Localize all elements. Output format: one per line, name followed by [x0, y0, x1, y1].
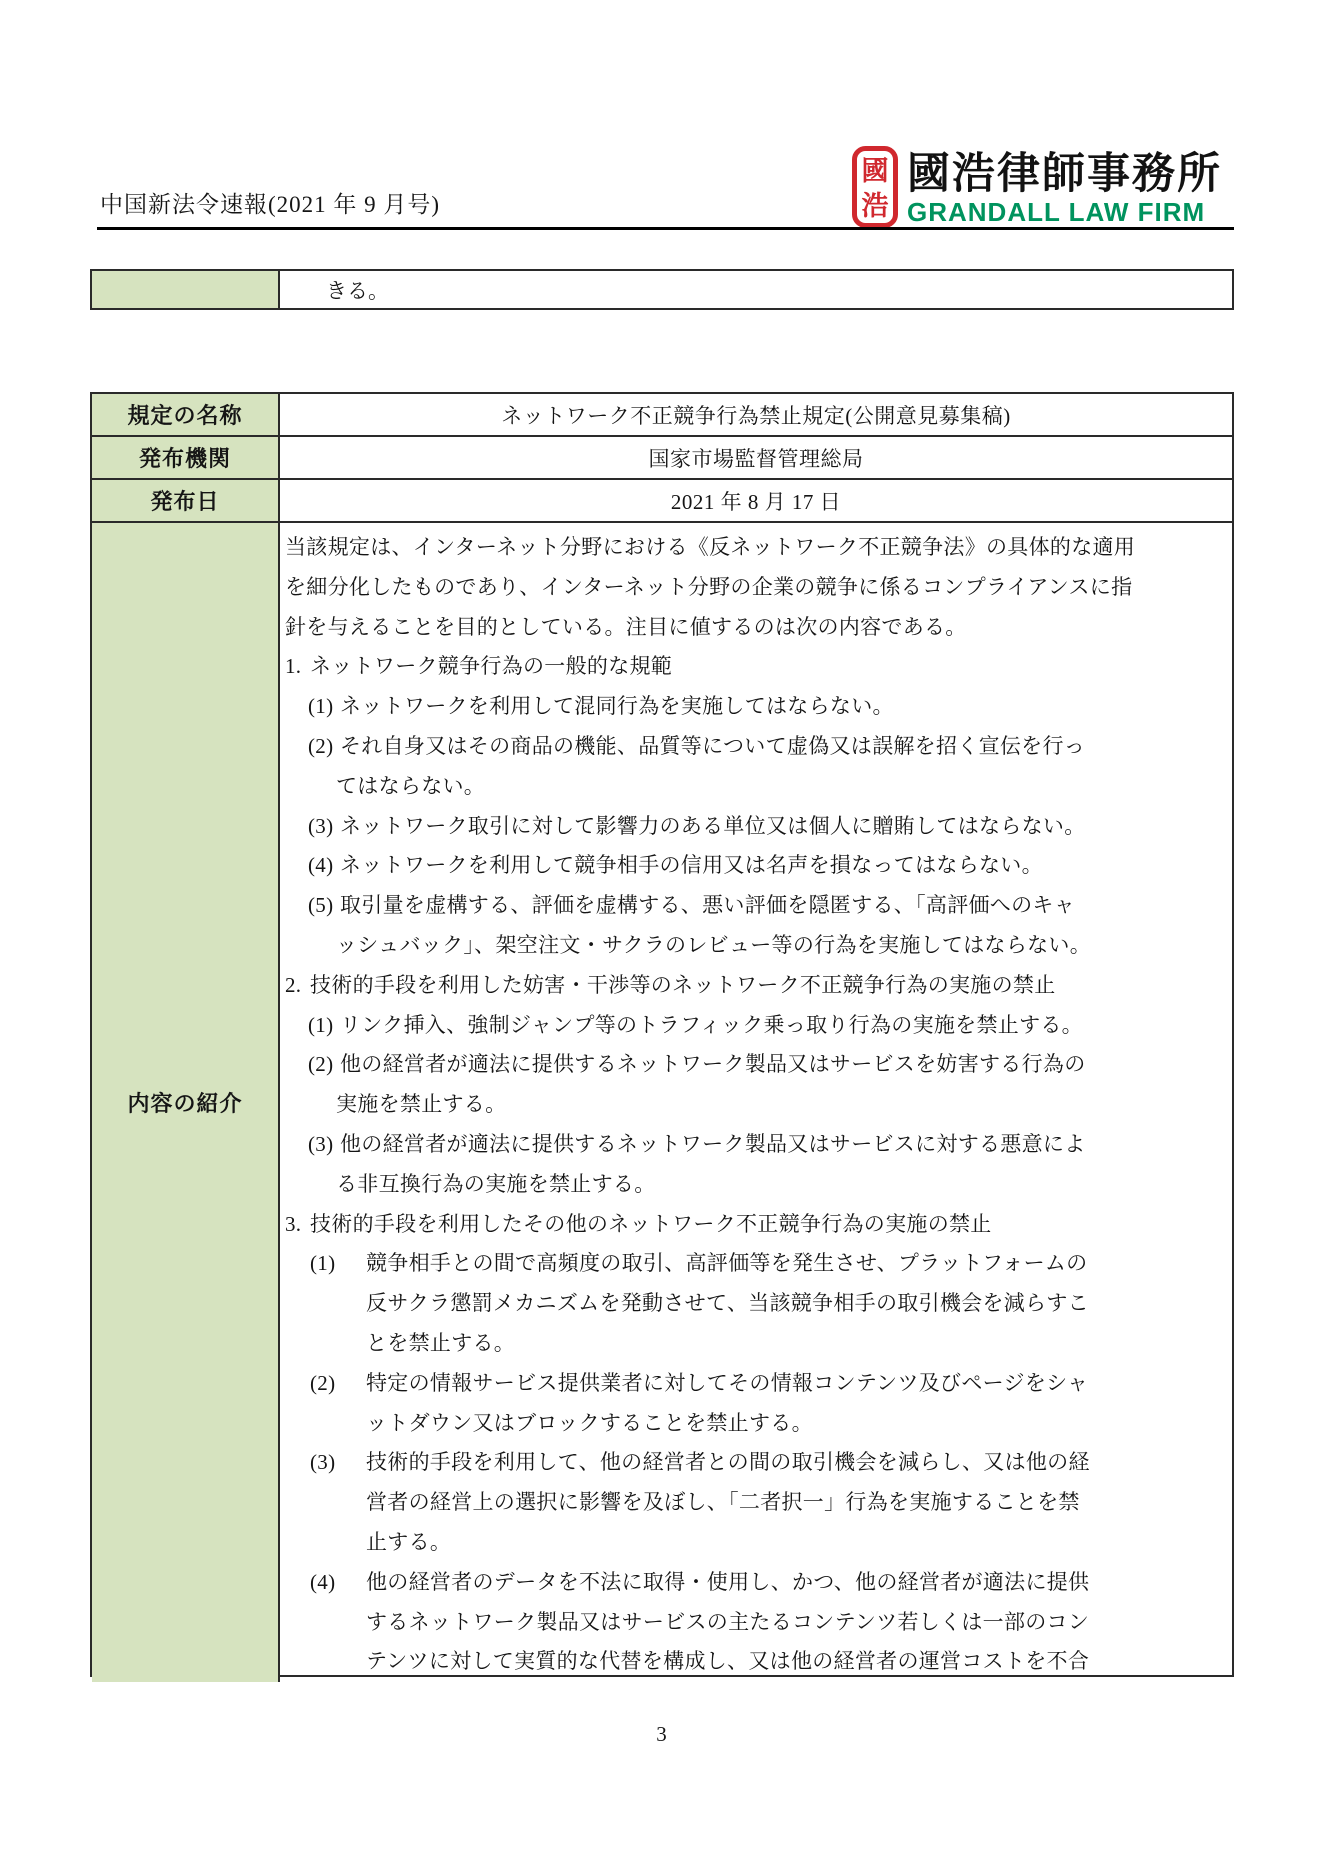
content-line: [280, 1085, 1232, 1125]
table-row-agency: [92, 437, 1232, 480]
content-line-text: 他の経営者のデータを不法に取得・使用し、かつ、他の経営者が適法に提供: [366, 1569, 1090, 1594]
content-line-text: 営者の経営上の選択に影響を及ぼし、「二者択一」行為を実施することを禁: [366, 1490, 1080, 1515]
content-line: [280, 528, 1232, 568]
content-line: [280, 926, 1232, 966]
list-marker: 1.: [285, 654, 302, 679]
content-line-text: 止する。: [366, 1529, 452, 1554]
regulation-table: [90, 392, 1234, 1677]
content-line-text: 針を与えることを目的としている。注目に値するのは次の内容である。: [285, 614, 967, 639]
content-line: [280, 1006, 1232, 1046]
list-marker: (3): [308, 1131, 334, 1156]
content-line-text: 当該規定は、インターネット分野における《反ネットワーク不正競争法》の具体的な適用: [285, 535, 1136, 559]
content-line: [280, 1642, 1232, 1682]
row-label: 規定の名称: [92, 394, 280, 435]
content-line: [280, 727, 1232, 767]
firm-name-cjk: 國浩律師事務所: [907, 149, 1222, 198]
list-marker: (1): [308, 694, 334, 719]
content-line: [280, 1523, 1232, 1563]
firm-logo: [852, 146, 1222, 228]
content-line: [280, 1125, 1232, 1165]
content-line: [280, 568, 1232, 608]
content-line-text: る非互換行為の実施を禁止する。: [336, 1171, 656, 1196]
content-cell: [280, 523, 1232, 1682]
list-marker: (5): [308, 893, 334, 918]
row-value: ネットワーク不正競争行為禁止規定(公開意見募集稿): [501, 403, 1011, 428]
content-line-text: 技術的手段を利用した妨害・干渉等のネットワーク不正競争行為の実施の禁止: [310, 972, 1056, 997]
carryover-text: きる。: [326, 278, 389, 303]
row-value: 2021 年 8 月 17 日: [670, 489, 842, 514]
table-row-content: [92, 523, 1232, 1682]
newsletter-title: 中国新法令速報(2021 年 9 月号): [100, 192, 441, 217]
carryover-table: [90, 269, 1234, 310]
content-line: [280, 1165, 1232, 1205]
content-line-text: 反サクラ懲罰メカニズムを発動させて、当該競争相手の取引機会を減らすこ: [366, 1291, 1089, 1316]
content-line-text: 取引量を虚構する、評価を虚構する、悪い評価を隠匿する、「高評価へのキャ: [340, 893, 1075, 918]
content-line-text: ネットワーク取引に対して影響力のある単位又は個人に贈賄してはならない。: [340, 813, 1086, 838]
content-line: [280, 1603, 1232, 1643]
content-line: [280, 1205, 1232, 1245]
content-line-text: 実施を禁止する。: [336, 1092, 507, 1117]
table-row-name: [92, 394, 1232, 437]
page-number: 3: [656, 1722, 667, 1746]
content-line: [280, 647, 1232, 687]
list-marker: 3.: [285, 1211, 302, 1236]
content-line: [280, 1324, 1232, 1364]
content-line-text: それ自身又はその商品の機能、品質等について虚偽又は誤解を招く宣伝を行っ: [340, 733, 1086, 758]
seal-char-top: 國: [861, 156, 889, 186]
content-line: [280, 807, 1232, 847]
content-line: [280, 767, 1232, 807]
content-line-text: 他の経営者が適法に提供するネットワーク製品又はサービスを妨害する行為の: [340, 1052, 1086, 1077]
content-line-text: するネットワーク製品又はサービスの主たるコンテンツ若しくは一部のコン: [366, 1609, 1090, 1634]
content-line: [280, 1364, 1232, 1404]
content-line-text: 競争相手との間で高頻度の取引、高評価等を発生させ、プラットフォームの: [366, 1251, 1088, 1276]
list-marker: (2): [308, 1052, 334, 1077]
list-marker: (2): [310, 1370, 336, 1395]
content-line: [280, 966, 1232, 1006]
carryover-label-cell: [92, 271, 280, 308]
content-line: [280, 886, 1232, 926]
content-line-text: を細分化したものであり、インターネット分野の企業の競争に係るコンプライアンスに指: [285, 574, 1133, 599]
content-line-text: 他の経営者が適法に提供するネットワーク製品又はサービスに対する悪意によ: [340, 1131, 1086, 1156]
content-line-text: 技術的手段を利用したその他のネットワーク不正競争行為の実施の禁止: [310, 1211, 992, 1236]
content-line: [280, 1284, 1232, 1324]
list-marker: (1): [310, 1251, 336, 1276]
content-line-text: テンツに対して実質的な代替を構成し、又は他の経営者の運営コストを不合: [366, 1649, 1090, 1674]
content-line-text: てはならない。: [336, 773, 486, 798]
content-line-text: リンク挿入、強制ジャンプ等のトラフィック乗っ取り行為の実施を禁止する。: [340, 1012, 1083, 1037]
content-line-text: ネットワーク競争行為の一般的な規範: [310, 654, 673, 679]
list-marker: (2): [308, 733, 334, 758]
content-line-text: 技術的手段を利用して、他の経営者との間の取引機会を減らし、又は他の経: [366, 1450, 1090, 1475]
content-line: [280, 1404, 1232, 1444]
content-line: [280, 1563, 1232, 1603]
firm-logo-text: [907, 146, 1222, 228]
seal-char-bottom: 浩: [861, 191, 889, 221]
row-label: 発布機関: [92, 437, 280, 478]
row-value: 国家市場監督管理総局: [648, 446, 864, 471]
content-line: [280, 1483, 1232, 1523]
firm-seal-icon: [852, 146, 898, 228]
content-line-text: ネットワークを利用して混同行為を実施してはならない。: [340, 694, 894, 719]
content-line: [280, 1443, 1232, 1483]
content-line: [280, 687, 1232, 727]
firm-name-en: GRANDALL LAW FIRM: [907, 197, 1206, 227]
content-line: [280, 846, 1232, 886]
content-line-text: ットダウン又はブロックすることを禁止する。: [366, 1410, 813, 1435]
list-marker: (3): [310, 1450, 336, 1475]
content-line-text: 特定の情報サービス提供業者に対してその情報コンテンツ及びページをシャ: [366, 1370, 1089, 1395]
content-label-cell: 内容の紹介: [92, 523, 280, 1682]
row-label: 発布日: [92, 480, 280, 521]
content-line-text: とを禁止する。: [366, 1330, 516, 1355]
list-marker: (3): [308, 813, 334, 838]
list-marker: 2.: [285, 972, 302, 997]
content-line: [280, 1045, 1232, 1085]
content-line: [280, 1244, 1232, 1284]
content-line-text: ネットワークを利用して競争相手の信用又は名声を損なってはならない。: [340, 853, 1043, 878]
list-marker: (4): [310, 1569, 336, 1594]
list-marker: (4): [308, 853, 334, 878]
content-line: [280, 608, 1232, 648]
list-marker: (1): [308, 1012, 334, 1037]
content-line-text: ッシュバック」、架空注文・サクラのレビュー等の行為を実施してはならない。: [336, 932, 1092, 957]
header-divider: [97, 227, 1234, 230]
table-row-date: [92, 480, 1232, 523]
